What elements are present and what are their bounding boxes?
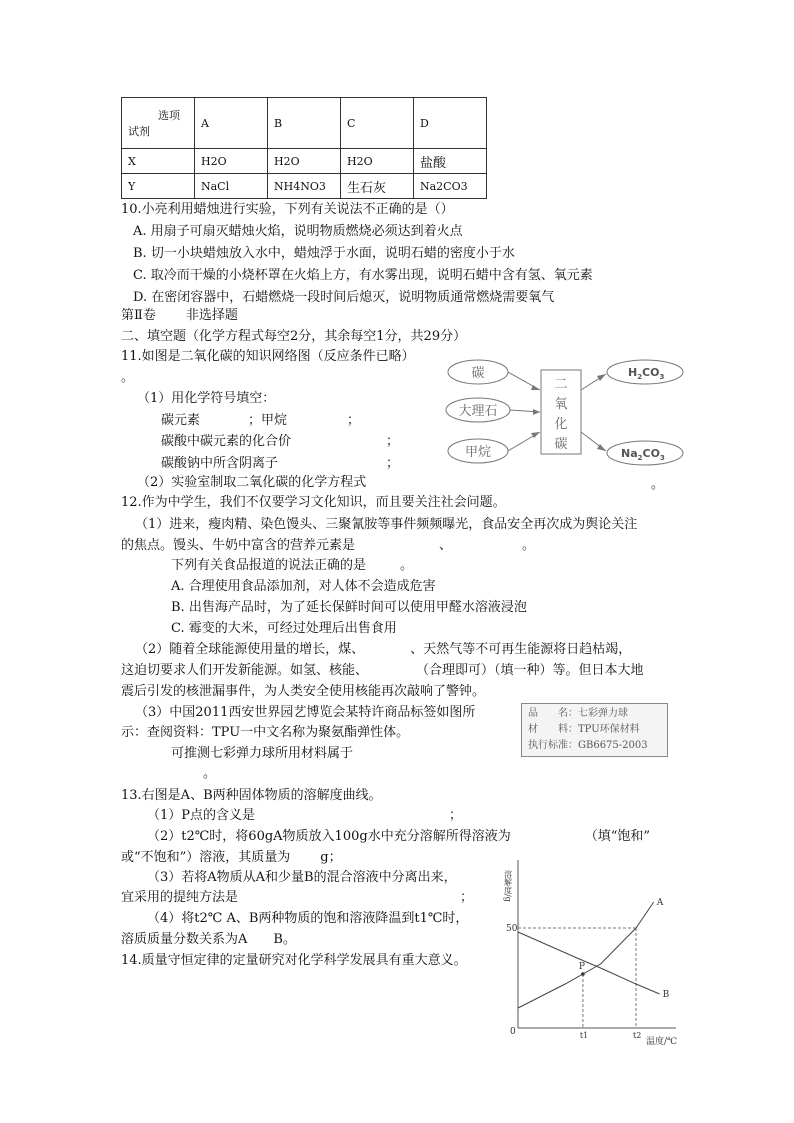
q14-stem: 14.质量守恒定律的定量研究对化学科学发展具有重大意义。 (121, 953, 467, 968)
q11-end: 。 (651, 477, 665, 492)
x-tick-label: t2 (633, 1031, 642, 1040)
q11-stem: 11.如图是二氧化碳的知识网络图（反应条件已略） (121, 349, 415, 364)
q13-s1-text: （1）P点的含义是 (147, 808, 256, 823)
label-value: 七彩弹力球 (578, 708, 628, 719)
table-cell: NH4NO3 (268, 174, 341, 199)
table-cell: 生石灰 (341, 174, 414, 199)
point-p (581, 972, 585, 976)
q13-s2b-end: g； (320, 850, 342, 865)
part-juan: 第Ⅱ卷 (121, 308, 156, 323)
q11-semi: ； (386, 456, 400, 471)
node-co2-char: 化 (554, 417, 568, 432)
q12-p3a: （3）中国2011西安世界园艺博览会某特许商品标签如图所 (135, 705, 476, 720)
point-p-label: P (578, 962, 585, 972)
product-label-card (521, 703, 668, 757)
q12-p1c-end: 。 (400, 558, 414, 573)
q13-stem: 13.右图是A、B两种固体物质的溶解度曲线。 (121, 788, 382, 803)
q12-opt-c: C. 霉变的大米，可经过处理后出售食用 (171, 621, 397, 636)
q11-line3 (161, 455, 399, 473)
q12-p1b-end: 。 (522, 538, 536, 553)
options-table (121, 97, 487, 199)
node-carbon: 碳 (471, 366, 485, 381)
q13-s1-end: ； (449, 808, 463, 823)
col-header: C (341, 98, 414, 149)
q12-p3d: 。 (203, 766, 217, 781)
q13-s2a (147, 828, 650, 846)
q12-p1c-text: 下列有关食品报道的说法正确的是 (171, 558, 367, 573)
q11-semi: ； (347, 413, 361, 428)
node-marble: 大理石 (458, 404, 498, 419)
y-axis-label: 溶解度/g (503, 870, 513, 902)
q12-p3b: 示：查阅资料：TPU一中文名称为聚氨酯弹性体。 (121, 725, 410, 740)
x-axis-label: 温度/℃ (646, 1037, 678, 1047)
label-line (528, 738, 661, 754)
q12-stem: 12.作为中学生，我们不仅要学习文化知识，而且要关注社会问题。 (121, 495, 506, 510)
table-cell: H2O (195, 149, 268, 174)
solubility-chart (486, 852, 696, 1047)
node-co2-char: 二 (554, 377, 568, 392)
q12-p1b (121, 537, 535, 555)
q12-p2c: 震后引发的核泄漏事件，为人类安全使用核能再次敲响了警钟。 (121, 684, 486, 699)
node-na2co3: $Na_2CO_3$ (621, 447, 665, 462)
node-h2co3: $H_2CO_3$ (628, 366, 665, 381)
col-header: D (414, 98, 487, 149)
q12-p2a-1: （2）随着全球能源使用量的增长，煤、 (135, 642, 365, 657)
label-value: TPU环保材料 (578, 724, 640, 735)
col-header: A (195, 98, 268, 149)
table-cell: Na2CO3 (414, 174, 487, 199)
q11-sub1: （1）用化学符号填空： (137, 391, 276, 406)
q11-line2 (161, 433, 399, 451)
q12-opt-b: B. 出售海产品时，为了延长保鲜时间可以使用甲醛水溶液浸泡 (171, 600, 527, 615)
label-key: 执行标准： (528, 740, 578, 751)
q12-p1c (171, 557, 413, 575)
table-cell: 盐酸 (414, 149, 487, 174)
q12-p2b-1: 这迫切要求人们开发新能源。如氢、核能、 (121, 663, 369, 678)
table-cell: NaCl (195, 174, 268, 199)
node-methane: 甲烷 (464, 445, 492, 460)
row-label: X (122, 149, 195, 174)
q13-s4a: （4）将t2℃ A、B两种物质的饱和溶液降温到t1℃时， (147, 911, 469, 926)
q11-methane: ；甲烷 (248, 413, 288, 428)
q13-s2b (121, 849, 342, 867)
q12-opt-a: A. 合理使用食品添加剂，对人体不会造成危害 (171, 579, 436, 594)
corner-label-top: 选项 (158, 109, 180, 122)
part-two-title (121, 307, 238, 325)
q11-dot: 。 (121, 370, 135, 385)
q12-p1a: （1）进来，瘦肉精、染色馒头、三聚氰胺等事件频频曝光，食品安全再次成为舆论关注 (135, 517, 638, 532)
col-header: B (268, 98, 341, 149)
label-line (528, 722, 661, 738)
row-label: Y (122, 174, 195, 199)
q12-p1b-text: 的焦点。馒头、牛奶中富含的营养元素是 (121, 538, 356, 553)
q11-carbon-element: 碳元素 (161, 413, 201, 428)
q13-s3b (121, 889, 473, 907)
table-cell: H2O (341, 149, 414, 174)
q10-stem: 10.小亮利用蜡烛进行实验，下列有关说法不正确的是（） (121, 202, 454, 217)
q13-s2a-end: （填“饱和” (584, 829, 650, 844)
label-key: 品 名： (528, 708, 578, 719)
q12-p2b-2: （合理即可）（填一种）等。但日本大地 (416, 663, 644, 678)
q12-p2a (135, 641, 631, 659)
node-co2-char: 碳 (554, 437, 568, 452)
series-label-A: A (656, 898, 664, 908)
q13-s3a: （3）若将A物质从A和少量B的混合溶液中分离出来， (147, 870, 457, 885)
q13-s2a-text: （2）t2℃时，将60gA物质放入100g水中充分溶解所得溶液为 (147, 829, 511, 844)
q13-s1 (147, 807, 462, 825)
section-two-title: 二、填空题（化学方程式每空2分，其余每空1分，共29分） (121, 329, 467, 344)
node-co2-char: 氧 (554, 397, 568, 412)
q12-p3c: 可推测七彩弹力球所用材料属于 (171, 746, 354, 761)
q10-option-b: B. 切一小块蜡烛放入水中，蜡烛浮于水面，说明石蜡的密度小于水 (133, 246, 515, 261)
q12-p2b (121, 662, 644, 680)
x-tick-label: 0 (510, 1027, 516, 1037)
label-key: 材 料： (528, 724, 578, 735)
co2-network-diagram (440, 352, 690, 470)
series-line-B (518, 932, 660, 994)
q12-p2a-2: 、天然气等不可再生能源将日趋枯竭， (410, 642, 632, 657)
q13-s2b-text: 或“不饱和”）溶液，其质量为 (121, 850, 291, 865)
table-cell: H2O (268, 149, 341, 174)
q10-option-a: A. 用扇子可扇灭蜡烛火焰，说明物质燃烧必须达到着火点 (133, 224, 463, 239)
q11-semi: ； (386, 434, 400, 449)
x-tick-label: t1 (579, 1031, 589, 1040)
series-label-B: B (662, 990, 670, 1000)
q13-s4b: 溶质质量分数关系为A B。 (121, 932, 296, 947)
corner-label-bottom: 试剂 (128, 125, 150, 138)
q13-s3b-text: 宜采用的提纯方法是 (121, 890, 239, 905)
q11-sub2: （2）实验室制取二氧化碳的化学方程式 (137, 475, 367, 490)
q10-option-d: D. 在密闭容器中，石蜡燃烧一段时间后熄灭，说明物质通常燃烧需要氧气 (133, 290, 555, 305)
label-value: GB6675-2003 (578, 740, 648, 751)
y-tick-label: 50 (506, 924, 518, 934)
q11-anion: 碳酸钠中所含阴离子 (161, 456, 279, 471)
series-line-A (518, 902, 654, 1008)
part-type: 非选择题 (185, 308, 238, 323)
q12-p1b-mid: 、 (439, 538, 453, 553)
q13-s3b-end: ； (460, 890, 474, 905)
q10-option-c: C. 取冷而干燥的小烧杯罩在火焰上方，有水雾出现，说明石蜡中含有氢、氧元素 (133, 268, 593, 283)
q11-carbonic-valence: 碳酸中碳元素的化合价 (161, 434, 292, 449)
table-corner-cell (122, 98, 195, 149)
label-line (528, 706, 661, 722)
q11-line1 (161, 412, 360, 430)
